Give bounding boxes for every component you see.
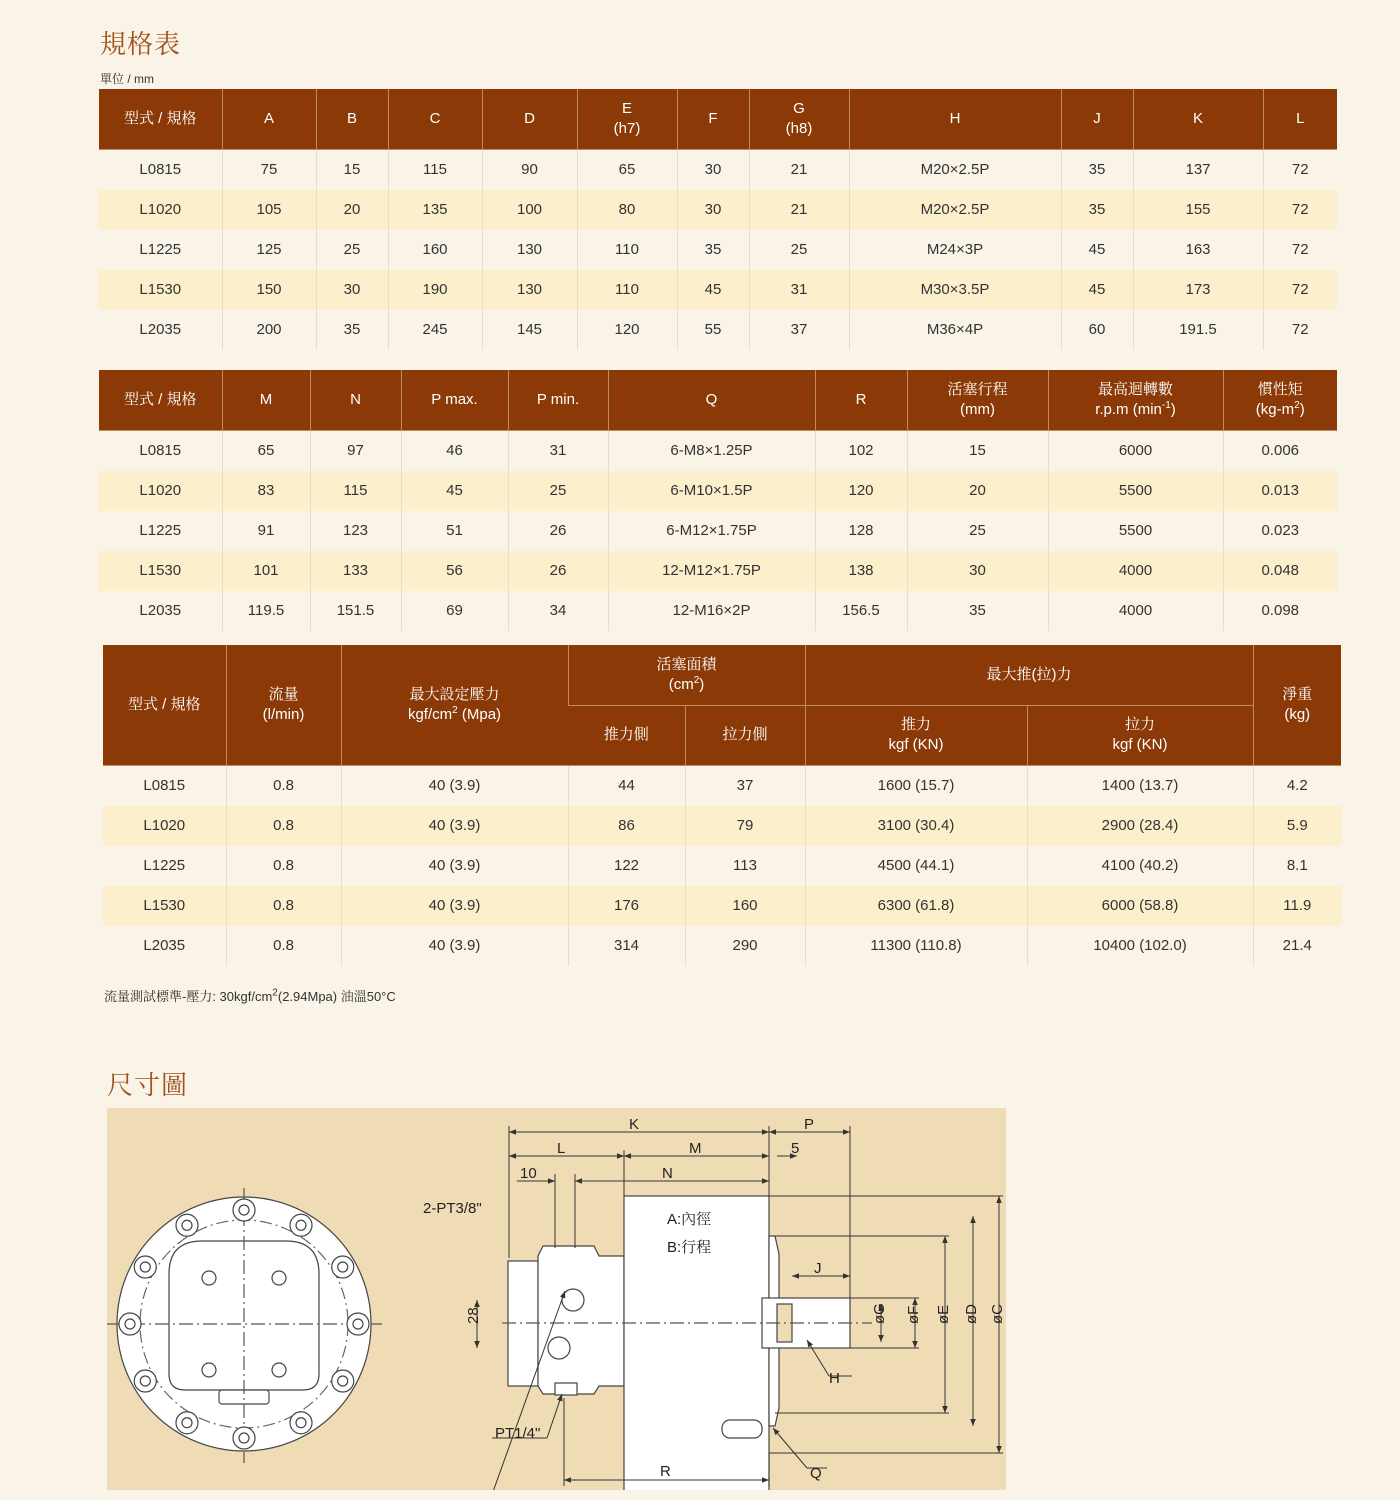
value-cell: 55 <box>677 310 749 350</box>
value-cell: 35 <box>677 230 749 270</box>
label-r: R <box>660 1463 671 1480</box>
bolt-hole-inner <box>338 1262 348 1272</box>
value-cell: 31 <box>749 270 849 310</box>
value-cell: 6000 <box>1048 430 1223 471</box>
table2-header-row <box>99 370 1337 430</box>
inertia-unit-post: ) <box>1299 400 1305 418</box>
flow-note-sup: 2 <box>272 987 278 999</box>
label-j: J <box>814 1260 822 1277</box>
value-cell: 30 <box>316 270 388 310</box>
header-k: K <box>1133 89 1263 149</box>
header-m: M <box>222 370 310 430</box>
model-cell: L0815 <box>99 149 222 190</box>
header-h: H <box>849 89 1061 149</box>
dimension-title: 尺寸圖 <box>107 1071 189 1101</box>
header-area <box>568 645 805 705</box>
value-cell: 155 <box>1133 190 1263 230</box>
value-cell: 150 <box>222 270 316 310</box>
header-speed <box>1048 370 1223 430</box>
value-cell: 110 <box>577 270 677 310</box>
model-cell: L2035 <box>99 310 222 350</box>
value-cell: 0.8 <box>226 886 341 926</box>
value-cell: 46 <box>401 430 508 471</box>
header-pull-side: 拉力側 <box>685 705 805 765</box>
label-pt14: PT1/4" <box>495 1425 541 1442</box>
value-cell: 5500 <box>1048 471 1223 511</box>
value-cell: 31 <box>508 430 608 471</box>
header-r: R <box>815 370 907 430</box>
label-oe: øE <box>935 1304 952 1324</box>
value-cell: 119.5 <box>222 591 310 631</box>
value-cell: 45 <box>401 471 508 511</box>
weight-unit: (kg) <box>1284 705 1311 723</box>
header-flow <box>226 645 341 765</box>
header-q: Q <box>608 370 815 430</box>
flow-label: 流量 <box>268 685 299 703</box>
header-pull-force <box>1027 705 1253 765</box>
pressure-unit-sup: 2 <box>452 704 458 716</box>
label-l: L <box>557 1140 566 1157</box>
value-cell: M20×2.5P <box>849 190 1061 230</box>
label-oc: øC <box>989 1304 1006 1324</box>
bolt-hole-inner <box>140 1376 150 1386</box>
header-weight <box>1253 645 1341 765</box>
value-cell: 37 <box>685 765 805 806</box>
value-cell: 1400 (13.7) <box>1027 765 1253 806</box>
value-cell: 69 <box>401 591 508 631</box>
value-cell: 25 <box>907 511 1048 551</box>
table-row <box>103 926 1341 966</box>
value-cell: 123 <box>310 511 401 551</box>
value-cell: 101 <box>222 551 310 591</box>
header-d: D <box>482 89 577 149</box>
value-cell: 75 <box>222 149 316 190</box>
value-cell: 35 <box>316 310 388 350</box>
table-row <box>103 886 1341 926</box>
label-10: 10 <box>520 1165 537 1182</box>
label-n: N <box>662 1165 673 1182</box>
value-cell: 176 <box>568 886 685 926</box>
model-cell: L1225 <box>103 846 226 886</box>
value-cell: 5.9 <box>1253 806 1341 846</box>
value-cell: 30 <box>907 551 1048 591</box>
value-cell: 15 <box>316 149 388 190</box>
table-row <box>99 270 1337 310</box>
table3-body <box>103 765 1341 966</box>
label-og: øG <box>871 1303 888 1324</box>
value-cell: 79 <box>685 806 805 846</box>
header-e-sub: (h7) <box>613 119 641 137</box>
label-p: P <box>804 1116 815 1133</box>
flow-note-post: (2.94Mpa) 油溫50°C <box>277 989 396 1004</box>
value-cell: 72 <box>1263 270 1337 310</box>
value-cell: 6-M12×1.75P <box>608 511 815 551</box>
table-row <box>99 430 1337 471</box>
value-cell: 37 <box>749 310 849 350</box>
value-cell: 160 <box>388 230 482 270</box>
value-cell: 6300 (61.8) <box>805 886 1027 926</box>
value-cell: 60 <box>1061 310 1133 350</box>
label-stroke: B:行程 <box>667 1239 712 1256</box>
table-row <box>99 230 1337 270</box>
value-cell: 86 <box>568 806 685 846</box>
value-cell: 40 (3.9) <box>341 846 568 886</box>
inertia-label: 慣性矩 <box>1257 380 1303 398</box>
header-g-label: G <box>793 99 805 117</box>
value-cell: 26 <box>508 551 608 591</box>
header-j: J <box>1061 89 1133 149</box>
value-cell: 65 <box>222 430 310 471</box>
value-cell: 6-M8×1.25P <box>608 430 815 471</box>
speed-unit-post: ) <box>1170 400 1176 418</box>
value-cell: 72 <box>1263 230 1337 270</box>
value-cell: 130 <box>482 270 577 310</box>
value-cell: 0.048 <box>1223 551 1337 591</box>
bolt-hole-inner <box>353 1319 363 1329</box>
value-cell: 12-M16×2P <box>608 591 815 631</box>
value-cell: 2900 (28.4) <box>1027 806 1253 846</box>
table1-header-row <box>99 89 1337 149</box>
table3-header-row-1 <box>103 645 1341 705</box>
value-cell: 45 <box>1061 230 1133 270</box>
bolt-hole-inner <box>182 1418 192 1428</box>
value-cell: 105 <box>222 190 316 230</box>
value-cell: 20 <box>907 471 1048 511</box>
value-cell: M20×2.5P <box>849 149 1061 190</box>
weight-label: 淨重 <box>1282 685 1313 703</box>
value-cell: M30×3.5P <box>849 270 1061 310</box>
table2-body <box>99 430 1337 631</box>
model-cell: L1530 <box>99 270 222 310</box>
table-row <box>103 846 1341 886</box>
header-inertia <box>1223 370 1337 430</box>
value-cell: 191.5 <box>1133 310 1263 350</box>
value-cell: 10400 (102.0) <box>1027 926 1253 966</box>
value-cell: 4100 (40.2) <box>1027 846 1253 886</box>
header-g <box>749 89 849 149</box>
header-e <box>577 89 677 149</box>
value-cell: 12-M12×1.75P <box>608 551 815 591</box>
value-cell: 83 <box>222 471 310 511</box>
speed-unit-sup: -1 <box>1161 399 1171 411</box>
table-row <box>99 511 1337 551</box>
plate-bolt <box>272 1271 286 1285</box>
header-a: A <box>222 89 316 149</box>
bolt-hole-inner <box>338 1376 348 1386</box>
value-cell: 40 (3.9) <box>341 806 568 846</box>
header-model: 型式 / 規格 <box>99 370 222 430</box>
area-unit-sup: 2 <box>693 674 700 686</box>
flow-unit: (l/min) <box>262 705 305 723</box>
model-cell: L1530 <box>103 886 226 926</box>
header-pmax: P max. <box>401 370 508 430</box>
value-cell: 30 <box>677 190 749 230</box>
unit-note: 單位 / mm <box>100 72 154 86</box>
value-cell: 0.013 <box>1223 471 1337 511</box>
value-cell: 0.8 <box>226 806 341 846</box>
push-force-label: 推力 <box>901 716 932 733</box>
header-g-sub: (h8) <box>785 119 813 137</box>
header-c: C <box>388 89 482 149</box>
bolt-hole-inner <box>296 1418 306 1428</box>
table-row <box>99 551 1337 591</box>
pull-force-unit: kgf (KN) <box>1112 736 1168 753</box>
drawing-svg <box>107 1108 1006 1490</box>
speed-label: 最高迴轉數 <box>1097 380 1173 398</box>
label-inner-diameter: A:內徑 <box>667 1211 712 1228</box>
label-5: 5 <box>791 1140 800 1157</box>
value-cell: 100 <box>482 190 577 230</box>
value-cell: 0.8 <box>226 926 341 966</box>
value-cell: 102 <box>815 430 907 471</box>
bolt-hole-inner <box>239 1433 249 1443</box>
value-cell: 135 <box>388 190 482 230</box>
value-cell: 290 <box>685 926 805 966</box>
value-cell: 45 <box>1061 270 1133 310</box>
header-force: 最大推(拉)力 <box>805 645 1253 705</box>
table-row <box>99 149 1337 190</box>
value-cell: 26 <box>508 511 608 551</box>
value-cell: 11.9 <box>1253 886 1341 926</box>
value-cell: 90 <box>482 149 577 190</box>
value-cell: 35 <box>1061 190 1133 230</box>
table-row <box>103 765 1341 806</box>
model-cell: L0815 <box>103 765 226 806</box>
value-cell: 151.5 <box>310 591 401 631</box>
value-cell: 200 <box>222 310 316 350</box>
model-cell: L0815 <box>99 430 222 471</box>
value-cell: 113 <box>685 846 805 886</box>
value-cell: 145 <box>482 310 577 350</box>
spec-table-3 <box>103 645 1341 966</box>
value-cell: 20 <box>316 190 388 230</box>
pressure-unit-pre: kgf/cm <box>407 705 453 723</box>
value-cell: 6000 (58.8) <box>1027 886 1253 926</box>
value-cell: 21 <box>749 190 849 230</box>
value-cell: M24×3P <box>849 230 1061 270</box>
push-force-unit: kgf (KN) <box>888 736 944 753</box>
value-cell: 40 (3.9) <box>341 886 568 926</box>
header-model: 型式 / 規格 <box>103 645 226 765</box>
inertia-unit-pre: (kg-m <box>1255 400 1295 418</box>
value-cell: 110 <box>577 230 677 270</box>
header-l: L <box>1263 89 1337 149</box>
header-push-side: 推力側 <box>568 705 685 765</box>
area-label: 活塞面積 <box>656 655 717 673</box>
table1-body <box>99 149 1337 350</box>
plate-bolt <box>202 1271 216 1285</box>
value-cell: 25 <box>508 471 608 511</box>
header-f: F <box>677 89 749 149</box>
label-pt38: 2-PT3/8" <box>423 1200 482 1217</box>
value-cell: 97 <box>310 430 401 471</box>
label-m: M <box>689 1140 702 1157</box>
bolt-hole-inner <box>182 1220 192 1230</box>
value-cell: 72 <box>1263 310 1337 350</box>
value-cell: 25 <box>316 230 388 270</box>
model-cell: L1225 <box>99 511 222 551</box>
value-cell: 173 <box>1133 270 1263 310</box>
value-cell: 137 <box>1133 149 1263 190</box>
area-unit-pre: (cm <box>668 675 694 693</box>
value-cell: 21 <box>749 149 849 190</box>
value-cell: 0.023 <box>1223 511 1337 551</box>
pull-force-label: 拉力 <box>1125 716 1156 733</box>
value-cell: 314 <box>568 926 685 966</box>
value-cell: 11300 (110.8) <box>805 926 1027 966</box>
label-q: Q <box>810 1465 822 1482</box>
value-cell: 91 <box>222 511 310 551</box>
flow-note-pre: 流量測試標準-壓力: 30kgf/cm <box>104 989 273 1004</box>
plate-bolt <box>202 1363 216 1377</box>
flow-test-note <box>104 986 396 1005</box>
spec-table-1 <box>99 89 1337 350</box>
value-cell: 120 <box>577 310 677 350</box>
value-cell: 156.5 <box>815 591 907 631</box>
value-cell: 21.4 <box>1253 926 1341 966</box>
value-cell: 15 <box>907 430 1048 471</box>
value-cell: 72 <box>1263 190 1337 230</box>
value-cell: 0.8 <box>226 765 341 806</box>
value-cell: 3100 (30.4) <box>805 806 1027 846</box>
value-cell: 190 <box>388 270 482 310</box>
value-cell: 0.8 <box>226 846 341 886</box>
model-cell: L1020 <box>99 471 222 511</box>
value-cell: 1600 (15.7) <box>805 765 1027 806</box>
value-cell: 44 <box>568 765 685 806</box>
model-cell: L2035 <box>99 591 222 631</box>
value-cell: 51 <box>401 511 508 551</box>
value-cell: 4500 (44.1) <box>805 846 1027 886</box>
value-cell: 4000 <box>1048 591 1223 631</box>
label-of: øF <box>905 1305 922 1324</box>
spec-title: 規格表 <box>100 30 182 60</box>
bolt-hole-inner <box>296 1220 306 1230</box>
model-cell: L1020 <box>103 806 226 846</box>
speed-unit-pre: r.p.m (min <box>1095 400 1162 418</box>
value-cell: 34 <box>508 591 608 631</box>
value-cell: 163 <box>1133 230 1263 270</box>
area-unit-post: ) <box>699 675 705 693</box>
header-e-label: E <box>621 99 632 117</box>
value-cell: 115 <box>388 149 482 190</box>
value-cell: 160 <box>685 886 805 926</box>
model-cell: L1225 <box>99 230 222 270</box>
label-28: 28 <box>465 1307 482 1324</box>
value-cell: 72 <box>1263 149 1337 190</box>
value-cell: 5500 <box>1048 511 1223 551</box>
value-cell: 122 <box>568 846 685 886</box>
label-k: K <box>629 1116 640 1133</box>
header-model: 型式 / 規格 <box>99 89 222 149</box>
value-cell: 0.006 <box>1223 430 1337 471</box>
inertia-unit-sup: 2 <box>1294 399 1300 411</box>
pressure-label: 最大設定壓力 <box>409 685 500 703</box>
model-cell: L2035 <box>103 926 226 966</box>
value-cell: 128 <box>815 511 907 551</box>
value-cell: 80 <box>577 190 677 230</box>
value-cell: 40 (3.9) <box>341 765 568 806</box>
dimension-drawing <box>107 1108 1006 1490</box>
value-cell: M36×4P <box>849 310 1061 350</box>
table-row <box>99 190 1337 230</box>
value-cell: 4.2 <box>1253 765 1341 806</box>
header-b: B <box>316 89 388 149</box>
value-cell: 0.098 <box>1223 591 1337 631</box>
spec-table-2 <box>99 370 1337 631</box>
model-cell: L1020 <box>99 190 222 230</box>
value-cell: 8.1 <box>1253 846 1341 886</box>
value-cell: 40 (3.9) <box>341 926 568 966</box>
header-stroke <box>907 370 1048 430</box>
plate-bolt <box>272 1363 286 1377</box>
table-row <box>103 806 1341 846</box>
bolt-hole-inner <box>239 1205 249 1215</box>
value-cell: 120 <box>815 471 907 511</box>
value-cell: 56 <box>401 551 508 591</box>
value-cell: 245 <box>388 310 482 350</box>
stroke-unit: (mm) <box>960 400 995 418</box>
value-cell: 138 <box>815 551 907 591</box>
stroke-label: 活塞行程 <box>947 380 1008 398</box>
value-cell: 65 <box>577 149 677 190</box>
value-cell: 133 <box>310 551 401 591</box>
label-od: øD <box>963 1304 980 1324</box>
header-n: N <box>310 370 401 430</box>
label-h: H <box>829 1370 840 1387</box>
header-pmin: P min. <box>508 370 608 430</box>
table-row <box>99 310 1337 350</box>
pressure-unit-post: (Mpa) <box>457 705 502 723</box>
value-cell: 130 <box>482 230 577 270</box>
value-cell: 25 <box>749 230 849 270</box>
table-row <box>99 471 1337 511</box>
value-cell: 125 <box>222 230 316 270</box>
value-cell: 35 <box>907 591 1048 631</box>
header-push-force <box>805 705 1027 765</box>
model-cell: L1530 <box>99 551 222 591</box>
value-cell: 35 <box>1061 149 1133 190</box>
value-cell: 6-M10×1.5P <box>608 471 815 511</box>
bolt-hole-inner <box>140 1262 150 1272</box>
value-cell: 30 <box>677 149 749 190</box>
value-cell: 115 <box>310 471 401 511</box>
value-cell: 45 <box>677 270 749 310</box>
header-pressure <box>341 645 568 765</box>
table-row <box>99 591 1337 631</box>
bolt-hole-inner <box>125 1319 135 1329</box>
value-cell: 4000 <box>1048 551 1223 591</box>
